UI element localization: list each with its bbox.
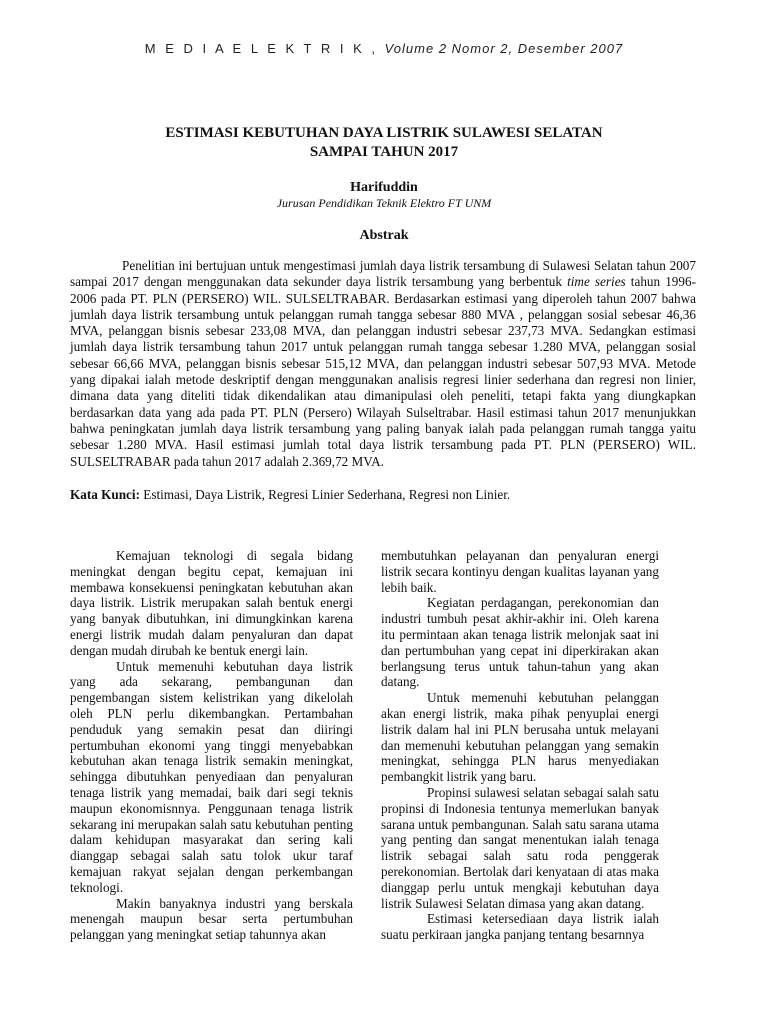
abstract-italic-term: time series: [567, 274, 626, 290]
running-head: [0, 41, 768, 56]
journal-name: M E D I A E L E K T R I K ,: [144, 41, 378, 56]
author-affiliation: Jurusan Pendidikan Teknik Elektro FT UNM: [276, 196, 492, 210]
author-name: Harifuddin: [350, 180, 418, 195]
title-line-2: SAMPAI TAHUN 2017: [309, 144, 459, 160]
paragraph: Estimasi ketersediaan daya listrik ialah suatu perkiraan jangka panjang tentang besarnnya: [381, 911, 659, 943]
body-column-right: [381, 548, 659, 943]
paragraph: membutuhkan pelayanan dan penyaluran energi listrik secara kontinyu dengan kualitas layanan yang lebih baik.: [381, 548, 659, 595]
body-column-left: [70, 548, 353, 943]
keywords-label: Kata Kunci:: [70, 487, 140, 502]
paragraph: Untuk memenuhi kebutuhan daya listrik yang ada sekarang, pembangunan dan pengembangan sistem kelistrikan yang dikelolah oleh PLN perlu dikembangkan. Pertambahan penduduk yang semakin pesat dan diiringi pertumbuhan ekonomi yang tinggi menyebabkan kebutuhan akan tenaga listrik semakin meningkat, sehingga dibutuhkan penyediaan dan penyaluran tenaga listrik yang memadai, baik dari segi teknis maupun ekonomisnnya. Penggunaan tenaga listrik sekarang ini merupakan salah satu kebutuhan penting dalam kehidupan masyarakat dan sering kali dianggap sebagai salah satu tolok ukur taraf kemajuan rakyat sejalan dengan perkembangan teknologi.: [70, 658, 353, 895]
paper-title: [0, 124, 768, 162]
keywords-text: Estimasi, Daya Listrik, Regresi Linier Sederhana, Regresi non Linier.: [139, 487, 511, 502]
journal-volume: Volume 2 Nomor 2, Desember 2007: [384, 41, 624, 56]
abstract-part-2: tahun 1996-2006 pada PT. PLN (PERSERO) WIL. SULSELTRABAR. Berdasarkan estimasi yang diperoleh tahun 2007 bahwa jumlah daya listrik tersambung untuk pelanggan rumah tangga sebesar 880 MVA , pelanggan sosial sebesar 46,36 MVA, pelanggan bisnis sebesar 233,08 MVA, dan pelanggan industri sebesar 237,73 MVA. Sedangkan estimasi jumlah daya listrik tersambung tahun 2017 untuk pelanggan rumah tangga sebesar 1.280 MVA, pelanggan sosial sebesar 66,66 MVA, pelanggan bisnis sebesar 515,12 MVA, dan pelanggan industri sebesar 507,93 MVA. Metode yang dipakai ialah metode deskriptif dengan menggunakan analisis regresi linier sederhana dan regresi non linier, dimana data yang diteliti tidak dikendalikan atau dimanipulasi oleh peneliti, tetapi fakta yang diungkapkan berdasarkan data yang ada pada PT. PLN (Persero) Wilayah Sulseltrabar. Hasil estimasi tahun 2017 menunjukkan bahwa peningkatan jumlah daya listrik tersambung yang paling banyak ialah pada pelanggan rumah tangga yaitu sebesar 1.280 MVA. Hasil estimasi jumlah total daya listrik tersambung pada PT. PLN (PERSERO) WIL. SULSELTRABAR pada tahun 2017 adalah 2.369,72 MVA.: [70, 274, 696, 469]
paragraph: Propinsi sulawesi selatan sebagai salah satu propinsi di Indonesia tentunya memerlukan banyak sarana untuk pembangunan. Salah satu sarana utama yang penting dan sangat menentukan ialah tenaga listrik sebagai salah satu roda penggerak perekonomian. Bertolak dari kenyataan di atas maka dianggap perlu untuk mengkaji kebutuhan daya listrik Sulawesi Selatan dimasa yang akan datang.: [381, 784, 659, 911]
abstract-heading: Abstrak: [359, 228, 409, 243]
abstract-text: [70, 258, 696, 470]
paragraph: Untuk memenuhi kebutuhan pelanggan akan energi listrik, maka pihak penyuplai energi listrik dalam hal ini PLN berusaha untuk melayani dan memenuhi kebutuhan pelanggan yang semakin meningkat, sehingga PLN harus menyediakan pembangkit listrik yang baru.: [381, 690, 659, 785]
keywords: [70, 487, 696, 503]
paragraph: Kegiatan perdagangan, perekonomian dan industri tumbuh pesat akhir-akhir ini. Oleh karena itu permintaan akan tenaga listrik melonjak saat ini dan pertumbuhan yang cepat ini diperkirakan akan berlangsung terus untuk tahun-tahun yang akan datang.: [381, 595, 659, 690]
title-line-1: ESTIMASI KEBUTUHAN DAYA LISTRIK SULAWESI SELATAN: [165, 125, 603, 141]
abstract-part-1: Penelitian ini bertujuan untuk mengestimasi jumlah daya listrik tersambung di Sulawesi Selatan tahun 2007 sampai 2017 dengan menggunakan data sekunder daya listrik tersambung yang berbentuk: [70, 258, 696, 290]
paragraph: Kemajuan teknologi di segala bidang meningkat dengan begitu cepat, kemajuan ini membawa konsekuensi peningkatan kebutuhan akan daya listrik. Listrik merupakan salah bentuk energi yang banyak dibutuhkan, ini dimungkinkan karena energi listrik mudah dalam penyaluran dan dapat dengan mudah dirubah ke bentuk energi lain.: [70, 548, 353, 658]
paragraph: Makin banyaknya industri yang berskala menengah maupun besar serta pertumbuhan pelanggan yang meningkat setiap tahunnya akan: [70, 895, 353, 943]
